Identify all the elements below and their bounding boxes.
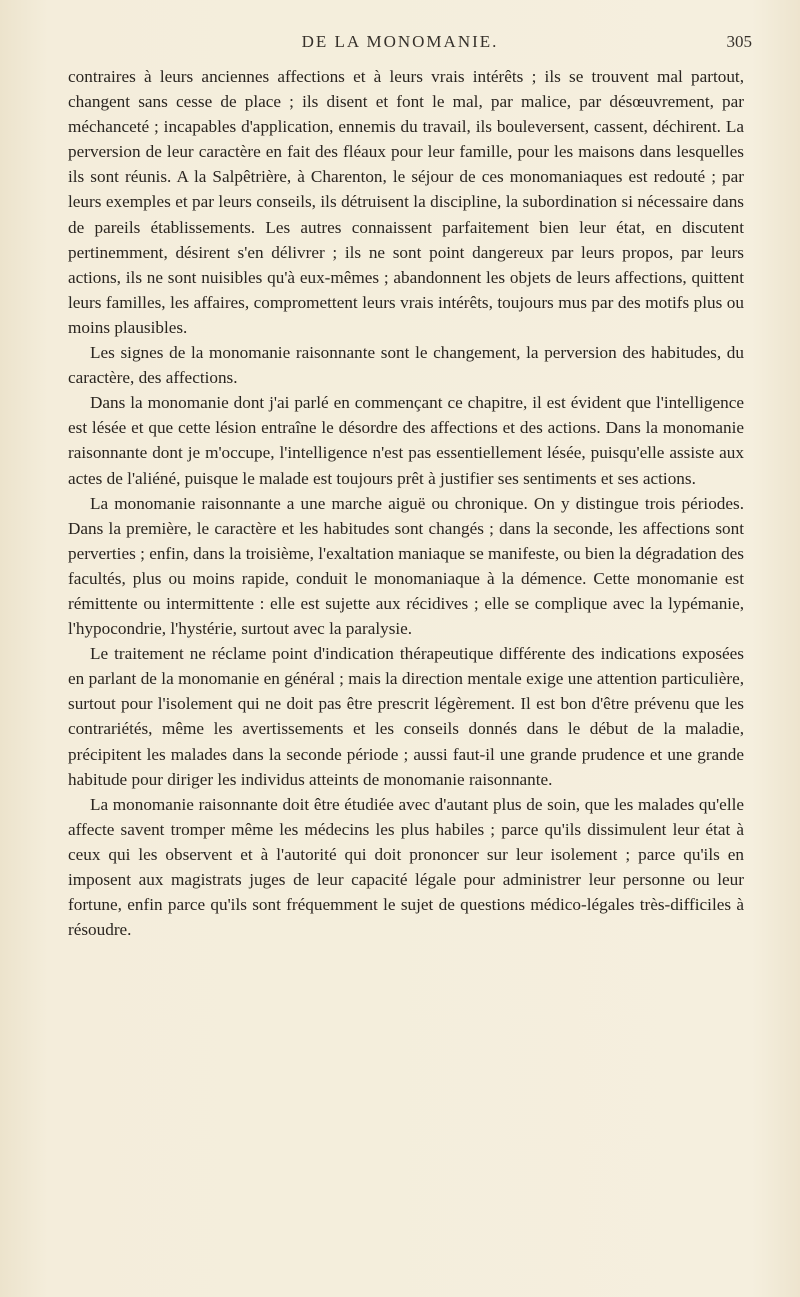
paragraph-intelligence: Dans la monomanie dont j'ai parlé en commençant ce chapitre, il est évident que l'intelligence est lésée et que cette lésion entraîne le désordre des affections et des actions. Dans la monomanie raisonnante dont je m'occupe, l'intelligence n'est pas essentiellement lésée, puisqu'elle assiste aux actes de l'aliéné, puisque le malade est toujours prêt à justifier ses sentiments et ses actions.	[68, 393, 744, 488]
page-header	[0, 32, 800, 56]
paragraph-study: La monomanie raisonnante doit être étudiée avec d'autant plus de soin, que les malades qu'elle affecte savent tromper même les médecins les plus habiles ; parce qu'ils dissimulent leur état à ceux qui les observent et à l'autorité qui doit prononcer sur leur isolement ; parce qu'ils en imposent aux magistrats juges de leur capacité légale pour administrer leur personne ou leur fortune, enfin parce qu'ils sont fréquemment le sujet de questions médico-légales très-difficiles à résoudre.	[68, 794, 744, 940]
paragraph-continuation: contraires à leurs anciennes affections et à leurs vrais intérêts ; ils se trouvent mal partout, changent sans cesse de place ; ils disent et font le mal, par malice, par désœuvrement, par méchanceté ; incapables d'application, ennemis du travail, ils bouleversent, cassent, déchirent. La perversion de leur caractère en fait des fléaux pour leur famille, pour les maisons dans lesquelles ils sont réunis. A la Salpêtrière, à Charenton, le séjour de ces monomaniaques est redouté ; par leurs exemples et par leurs conseils, ils détruisent la discipline, la subordination si nécessaire dans de pareils établissements. Les autres connaissent parfaitement bien leur état, en discutent pertinemment, désirent s'en délivrer ; ils ne sont point dangereux par leurs propos, par leurs actions, ils ne sont nuisibles qu'à eux-mêmes ; abandonnent les objets de leurs affections, quittent leurs familles, les affaires, compromettent leurs vrais intérêts, toujours mus par des motifs plus ou moins plausibles.	[68, 67, 744, 337]
paragraph-treatment: Le traitement ne réclame point d'indication thérapeutique différente des indications exposées en parlant de la monomanie en général ; mais la direction mentale exige une attention particulière, surtout pour l'isolement qui ne doit pas être prescrit légèrement. Il est bon d'être prévenu que les contrariétés, même les avertissements et les conseils donnés dans le début de la maladie, précipitent les malades dans la seconde période ; aussi faut-il une grande prudence et une grande habitude pour diriger les individus atteints de monomanie raisonnante.	[68, 644, 744, 789]
paragraph-course: La monomanie raisonnante a une marche aiguë ou chronique. On y distingue trois périodes. Dans la première, le caractère et les habitudes sont changés ; dans la seconde, les affections sont perverties ; enfin, dans la troisième, l'exaltation maniaque se manifeste, ou bien la dégradation des facultés, plus ou moins rapide, conduit le monomaniaque à la démence. Cette monomanie est rémittente ou intermittente : elle est sujette aux récidives ; elle se complique avec la lypémanie, l'hypocondrie, l'hystérie, surtout avec la paralysie.	[68, 493, 744, 639]
body-text	[68, 64, 744, 942]
running-title: DE LA MONOMANIE.	[301, 32, 499, 51]
page-number: 305	[726, 32, 752, 51]
paragraph-signs: Les signes de la monomanie raisonnante sont le changement, la perversion des habitudes, du caractère, des affections.	[68, 343, 744, 388]
